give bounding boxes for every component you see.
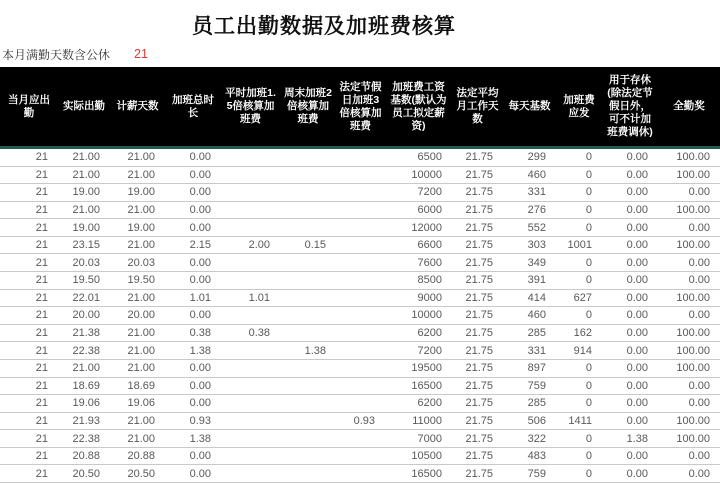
table-cell[interactable]	[336, 342, 385, 359]
table-cell[interactable]	[280, 378, 336, 395]
table-cell[interactable]: 0	[585, 379, 592, 392]
table-cell[interactable]	[336, 149, 385, 166]
table-cell[interactable]: 21.93	[72, 414, 100, 427]
table-cell[interactable]: 0.00	[626, 344, 648, 357]
table-cell[interactable]: 0.00	[626, 397, 648, 410]
table-cell[interactable]: 19.00	[72, 186, 100, 199]
table-cell[interactable]: 100.00	[676, 239, 710, 252]
table-cell[interactable]: 12000	[411, 221, 442, 234]
table-cell[interactable]: 0.00	[626, 256, 648, 269]
table-cell[interactable]: 21.00	[72, 362, 100, 375]
table-cell[interactable]: 21.00	[127, 327, 155, 340]
table-row	[0, 448, 720, 466]
table-cell[interactable]: 0.00	[626, 168, 648, 181]
table-cell[interactable]: 0.00	[189, 450, 211, 463]
table-cell[interactable]	[221, 378, 280, 395]
table-cell[interactable]	[280, 360, 336, 377]
table-cell[interactable]: 21.75	[465, 327, 493, 340]
table-cell[interactable]	[280, 413, 336, 430]
table-cell[interactable]: 7000	[417, 432, 442, 445]
table-cell[interactable]	[280, 290, 336, 307]
table-cell[interactable]: 2.15	[189, 239, 211, 252]
table-cell[interactable]	[221, 360, 280, 377]
table-cell[interactable]: 6200	[417, 327, 442, 340]
table-row	[0, 360, 720, 378]
table-row	[0, 325, 720, 343]
table-cell[interactable]: 0.00	[626, 379, 648, 392]
table-cell[interactable]: 0.00	[189, 151, 211, 164]
table-cell[interactable]: 0.38	[189, 327, 211, 340]
table-cell[interactable]: 18.69	[72, 379, 100, 392]
table-cell[interactable]	[280, 307, 336, 324]
table-cell[interactable]: 7600	[417, 256, 442, 269]
table-cell[interactable]	[280, 202, 336, 219]
table-cell[interactable]: 0.00	[189, 274, 211, 287]
table-cell[interactable]	[336, 360, 385, 377]
table-cell[interactable]: 21.75	[465, 467, 493, 480]
column-header[interactable]: 加班费工资基数(默认为员工拟定薪资)	[390, 80, 447, 132]
table-cell[interactable]: 331	[527, 186, 546, 199]
table-cell[interactable]: 21	[35, 168, 48, 181]
table-cell[interactable]: 0.00	[626, 467, 648, 480]
table-cell[interactable]	[280, 184, 336, 201]
table-cell[interactable]: 21.75	[465, 168, 493, 181]
table-cell[interactable]: 0.00	[189, 362, 211, 375]
table-row	[0, 149, 720, 167]
table-row	[0, 167, 720, 185]
table-cell[interactable]: 1.38	[189, 344, 211, 357]
table-cell[interactable]	[336, 202, 385, 219]
table-cell[interactable]: 0.00	[626, 327, 648, 340]
table-cell[interactable]: 21	[35, 362, 48, 375]
table-cell[interactable]: 21.75	[465, 432, 493, 445]
table-cell[interactable]	[336, 448, 385, 465]
table-cell[interactable]: 0.00	[626, 274, 648, 287]
table-cell[interactable]: 0.00	[626, 204, 648, 217]
table-cell[interactable]: 506	[527, 414, 546, 427]
table-cell[interactable]: 303	[527, 239, 546, 252]
table-cell[interactable]: 0	[585, 204, 592, 217]
table-cell[interactable]: 349	[527, 256, 546, 269]
table-cell[interactable]: 21.75	[465, 344, 493, 357]
table-cell[interactable]	[221, 254, 280, 271]
table-cell[interactable]: 21.75	[465, 379, 493, 392]
table-cell[interactable]: 0.00	[688, 397, 710, 410]
table-row	[0, 202, 720, 220]
table-row	[0, 395, 720, 413]
table-cell[interactable]: 0	[585, 168, 592, 181]
table-cell[interactable]: 1411	[568, 414, 592, 427]
column-header[interactable]: 平时加班1.5倍核算加班费	[225, 87, 276, 125]
table-cell[interactable]: 16500	[411, 379, 442, 392]
table-cell[interactable]: 0.00	[626, 291, 648, 304]
table-cell[interactable]: 19.06	[127, 397, 155, 410]
table-cell[interactable]: 1.01	[189, 291, 211, 304]
table-cell[interactable]: 22.38	[72, 432, 100, 445]
table-cell[interactable]: 0.15	[304, 239, 326, 252]
table-row	[0, 307, 720, 325]
table-cell[interactable]: 21.38	[72, 327, 100, 340]
table-cell[interactable]: 21.75	[465, 186, 493, 199]
table-cell[interactable]	[221, 167, 280, 184]
table-row	[0, 272, 720, 290]
table-cell[interactable]	[221, 184, 280, 201]
table-cell[interactable]: 391	[527, 274, 546, 287]
column-header[interactable]: 加班费应发	[563, 93, 595, 119]
table-cell[interactable]: 20.03	[127, 256, 155, 269]
table-cell[interactable]: 21.75	[465, 256, 493, 269]
table-cell[interactable]: 0.00	[688, 309, 710, 322]
table-cell[interactable]	[280, 395, 336, 412]
table-cell[interactable]: 100.00	[676, 151, 710, 164]
table-cell[interactable]: 21	[35, 432, 48, 445]
table-cell[interactable]: 21.75	[465, 204, 493, 217]
table-cell[interactable]: 0	[585, 221, 592, 234]
table-cell[interactable]: 20.00	[72, 309, 100, 322]
table-cell[interactable]: 7200	[417, 344, 442, 357]
table-cell[interactable]: 100.00	[676, 414, 710, 427]
table-cell[interactable]: 0.93	[353, 414, 375, 427]
table-cell[interactable]: 21.00	[127, 432, 155, 445]
table-cell[interactable]: 483	[527, 450, 546, 463]
table-cell[interactable]: 10000	[411, 168, 442, 181]
column-header[interactable]: 加班总时长	[172, 93, 214, 119]
table-cell[interactable]	[221, 202, 280, 219]
table-cell[interactable]: 6500	[417, 151, 442, 164]
table-cell[interactable]: 21	[35, 274, 48, 287]
table-cell[interactable]: 0	[585, 450, 592, 463]
table-cell[interactable]: 22.38	[72, 344, 100, 357]
table-cell[interactable]: 914	[573, 344, 592, 357]
table-cell[interactable]: 18.69	[127, 379, 155, 392]
table-cell[interactable]	[336, 167, 385, 184]
table-cell[interactable]: 627	[573, 291, 592, 304]
table-cell[interactable]: 0	[585, 186, 592, 199]
table-cell[interactable]: 21.75	[465, 291, 493, 304]
table-cell[interactable]: 19.06	[72, 397, 100, 410]
table-cell[interactable]: 1.01	[248, 291, 270, 304]
table-cell[interactable]: 22.01	[72, 291, 100, 304]
table-cell[interactable]: 0	[585, 467, 592, 480]
column-header[interactable]: 计薪天数	[116, 100, 159, 112]
page-title: 员工出勤数据及加班费核算	[192, 15, 456, 38]
table-cell[interactable]: 20.00	[127, 309, 155, 322]
table-cell[interactable]: 21.00	[127, 414, 155, 427]
table-cell[interactable]: 21.75	[465, 397, 493, 410]
table-cell[interactable]	[336, 254, 385, 271]
table-cell[interactable]: 20.88	[127, 450, 155, 463]
table-cell[interactable]: 0.00	[626, 221, 648, 234]
table-row	[0, 342, 720, 360]
full-attendance-row	[0, 45, 720, 63]
table-cell[interactable]: 10500	[411, 450, 442, 463]
table-cell[interactable]: 460	[527, 168, 546, 181]
table-row	[0, 465, 720, 483]
table-cell[interactable]	[280, 430, 336, 447]
table-cell[interactable]	[221, 430, 280, 447]
table-cell[interactable]: 0	[585, 397, 592, 410]
table-cell[interactable]: 21.75	[465, 309, 493, 322]
table-cell[interactable]	[221, 272, 280, 289]
table-cell[interactable]: 21	[35, 309, 48, 322]
table-cell[interactable]: 0.00	[189, 309, 211, 322]
table-cell[interactable]	[221, 413, 280, 430]
table-cell[interactable]: 0.00	[688, 256, 710, 269]
table-cell[interactable]	[280, 219, 336, 236]
table-cell[interactable]: 1.38	[304, 344, 326, 357]
table-cell[interactable]: 759	[527, 379, 546, 392]
table-cell[interactable]: 21	[35, 327, 48, 340]
table-cell[interactable]: 19.00	[127, 221, 155, 234]
table-cell[interactable]	[336, 307, 385, 324]
table-cell[interactable]: 20.03	[72, 256, 100, 269]
table-cell[interactable]	[280, 167, 336, 184]
table-header-row	[0, 67, 720, 146]
full-attendance-value[interactable]: 21	[134, 47, 148, 61]
table-row	[0, 184, 720, 202]
table-cell[interactable]: 21.75	[465, 362, 493, 375]
table-cell[interactable]: 0	[585, 362, 592, 375]
table-cell[interactable]	[221, 395, 280, 412]
table-cell[interactable]: 19.00	[127, 186, 155, 199]
table-cell[interactable]: 20.88	[72, 450, 100, 463]
table-cell[interactable]: 0.93	[189, 414, 211, 427]
table-cell[interactable]: 0.00	[688, 379, 710, 392]
table-cell[interactable]: 21.00	[127, 344, 155, 357]
table-cell[interactable]: 162	[573, 327, 592, 340]
table-cell[interactable]: 10000	[411, 309, 442, 322]
table-cell[interactable]: 897	[527, 362, 546, 375]
table-cell[interactable]: 11000	[412, 414, 442, 427]
table-cell[interactable]: 21	[35, 239, 48, 252]
table-cell[interactable]: 21	[35, 397, 48, 410]
table-cell[interactable]: 21	[35, 151, 48, 164]
table-cell[interactable]: 19.50	[72, 274, 100, 287]
table-body	[0, 149, 720, 483]
table-cell[interactable]	[280, 254, 336, 271]
table-cell[interactable]: 100.00	[676, 168, 710, 181]
table-cell[interactable]: 21.00	[127, 291, 155, 304]
column-header[interactable]: 实际出勤	[63, 100, 105, 112]
table-cell[interactable]: 414	[527, 291, 546, 304]
table-row	[0, 237, 720, 255]
table-cell[interactable]: 0.00	[626, 239, 648, 252]
table-row	[0, 378, 720, 396]
column-header[interactable]: 全勤奖	[673, 100, 705, 112]
table-cell[interactable]: 0	[585, 151, 592, 164]
table-cell[interactable]	[221, 307, 280, 324]
table-cell[interactable]: 100.00	[676, 204, 710, 217]
table-cell[interactable]: 21	[35, 467, 48, 480]
table-cell[interactable]: 0.00	[189, 221, 211, 234]
table-cell[interactable]: 20.50	[127, 467, 155, 480]
table-cell[interactable]: 21	[35, 221, 48, 234]
table-cell[interactable]	[336, 430, 385, 447]
table-cell[interactable]: 9000	[417, 291, 442, 304]
table-cell[interactable]: 21.00	[127, 239, 155, 252]
table-cell[interactable]: 16500	[411, 467, 442, 480]
table-cell[interactable]	[280, 448, 336, 465]
table-cell[interactable]: 21.75	[465, 414, 493, 427]
table-cell[interactable]: 21	[35, 204, 48, 217]
table-cell[interactable]: 0.00	[189, 204, 211, 217]
column-header[interactable]: 用于存休(除法定节假日外，可不计加班费调休)	[607, 74, 653, 138]
column-header[interactable]: 每天基数	[508, 100, 551, 112]
table-cell[interactable]: 21	[35, 450, 48, 463]
table-cell[interactable]: 0.00	[626, 186, 648, 199]
table-row	[0, 430, 720, 448]
table-cell[interactable]: 0.38	[248, 327, 270, 340]
table-cell[interactable]	[280, 465, 336, 482]
table-cell[interactable]	[336, 184, 385, 201]
table-cell[interactable]	[336, 290, 385, 307]
table-cell[interactable]: 6600	[417, 239, 442, 252]
table-cell[interactable]: 2.00	[248, 239, 270, 252]
table-cell[interactable]: 0.00	[688, 467, 710, 480]
table-cell[interactable]: 6200	[417, 397, 442, 410]
table-cell[interactable]: 21	[35, 344, 48, 357]
table-cell[interactable]: 0.00	[189, 256, 211, 269]
table-cell[interactable]: 0.00	[626, 450, 648, 463]
table-cell[interactable]: 0	[585, 274, 592, 287]
table-cell[interactable]: 21.75	[465, 221, 493, 234]
table-cell[interactable]: 100.00	[676, 344, 710, 357]
table-cell[interactable]: 7200	[417, 186, 442, 199]
table-cell[interactable]: 552	[527, 221, 546, 234]
table-cell[interactable]	[280, 272, 336, 289]
table-cell[interactable]	[221, 448, 280, 465]
table-cell[interactable]: 100.00	[676, 362, 710, 375]
table-cell[interactable]: 6000	[417, 204, 442, 217]
table-cell[interactable]: 21.00	[127, 362, 155, 375]
table-cell[interactable]: 19.50	[127, 274, 155, 287]
table-cell[interactable]: 21.00	[127, 204, 155, 217]
table-cell[interactable]: 0.00	[626, 362, 648, 375]
table-cell[interactable]: 21.00	[127, 151, 155, 164]
table-cell[interactable]: 1.38	[189, 432, 211, 445]
table-cell[interactable]: 0.00	[626, 151, 648, 164]
column-header[interactable]: 周末加班2倍核算加班费	[284, 87, 332, 125]
table-cell[interactable]: 285	[527, 397, 546, 410]
table-cell[interactable]: 0.00	[688, 450, 710, 463]
table-cell[interactable]: 21	[35, 414, 48, 427]
table-row	[0, 413, 720, 431]
column-header[interactable]: 法定节假日加班3倍核算加班费	[339, 80, 382, 132]
table-cell[interactable]: 21.00	[72, 168, 100, 181]
table-row	[0, 290, 720, 308]
table-cell[interactable]: 460	[527, 309, 546, 322]
table-cell[interactable]: 21.00	[72, 204, 100, 217]
table-cell[interactable]: 23.15	[72, 239, 100, 252]
table-cell[interactable]	[280, 325, 336, 342]
table-cell[interactable]: 0	[585, 432, 592, 445]
table-row	[0, 219, 720, 237]
table-cell[interactable]: 21.75	[465, 274, 493, 287]
table-cell[interactable]: 1.38	[626, 432, 648, 445]
table-cell[interactable]: 0.00	[189, 186, 211, 199]
table-cell[interactable]	[336, 219, 385, 236]
table-cell[interactable]: 21.75	[465, 239, 493, 252]
table-cell[interactable]: 8500	[417, 274, 442, 287]
table-cell[interactable]: 759	[527, 467, 546, 480]
table-cell[interactable]: 1001	[567, 239, 592, 252]
table-cell[interactable]	[336, 378, 385, 395]
table-cell[interactable]: 0.00	[189, 397, 211, 410]
table-cell[interactable]: 322	[527, 432, 546, 445]
table-cell[interactable]: 0.00	[189, 379, 211, 392]
table-cell[interactable]: 21	[35, 291, 48, 304]
table-cell[interactable]	[336, 325, 385, 342]
table-cell[interactable]: 0.00	[688, 274, 710, 287]
table-row	[0, 254, 720, 272]
column-header[interactable]: 当月应出勤	[8, 93, 50, 119]
table-cell[interactable]	[336, 395, 385, 412]
table-cell[interactable]: 100.00	[676, 291, 710, 304]
table-cell[interactable]: 0.00	[189, 168, 211, 181]
column-header[interactable]: 法定平均月工作天数	[456, 87, 499, 125]
table-cell[interactable]	[336, 237, 385, 254]
table-cell[interactable]	[336, 465, 385, 482]
table-cell[interactable]: 0	[585, 256, 592, 269]
table-cell[interactable]: 276	[527, 204, 546, 217]
table-cell[interactable]: 0.00	[626, 414, 648, 427]
table-cell[interactable]	[336, 272, 385, 289]
table-cell[interactable]	[221, 219, 280, 236]
table-cell[interactable]	[280, 149, 336, 166]
table-cell[interactable]	[221, 342, 280, 359]
table-cell[interactable]: 21	[35, 186, 48, 199]
table-cell[interactable]: 0.00	[688, 186, 710, 199]
table-cell[interactable]: 0.00	[626, 309, 648, 322]
table-cell[interactable]: 19.00	[72, 221, 100, 234]
table-cell[interactable]	[221, 465, 280, 482]
table-cell[interactable]: 299	[527, 151, 546, 164]
table-cell[interactable]: 21	[35, 379, 48, 392]
table-cell[interactable]: 21.75	[465, 151, 493, 164]
table-cell[interactable]: 100.00	[676, 327, 710, 340]
table-cell[interactable]	[221, 149, 280, 166]
table-cell[interactable]: 0.00	[688, 221, 710, 234]
table-cell[interactable]: 0	[585, 309, 592, 322]
table-cell[interactable]: 100.00	[676, 432, 710, 445]
table-cell[interactable]: 0.00	[189, 467, 211, 480]
table-cell[interactable]: 20.50	[72, 467, 100, 480]
table-cell[interactable]: 21	[35, 256, 48, 269]
full-attendance-label: 本月满勤天数含公休	[2, 47, 111, 62]
table-cell[interactable]: 285	[527, 327, 546, 340]
table-cell[interactable]: 19500	[411, 362, 442, 375]
table-cell[interactable]: 21.00	[127, 168, 155, 181]
table-cell[interactable]: 21.00	[72, 151, 100, 164]
table-cell[interactable]: 331	[527, 344, 546, 357]
table-cell[interactable]: 21.75	[465, 450, 493, 463]
